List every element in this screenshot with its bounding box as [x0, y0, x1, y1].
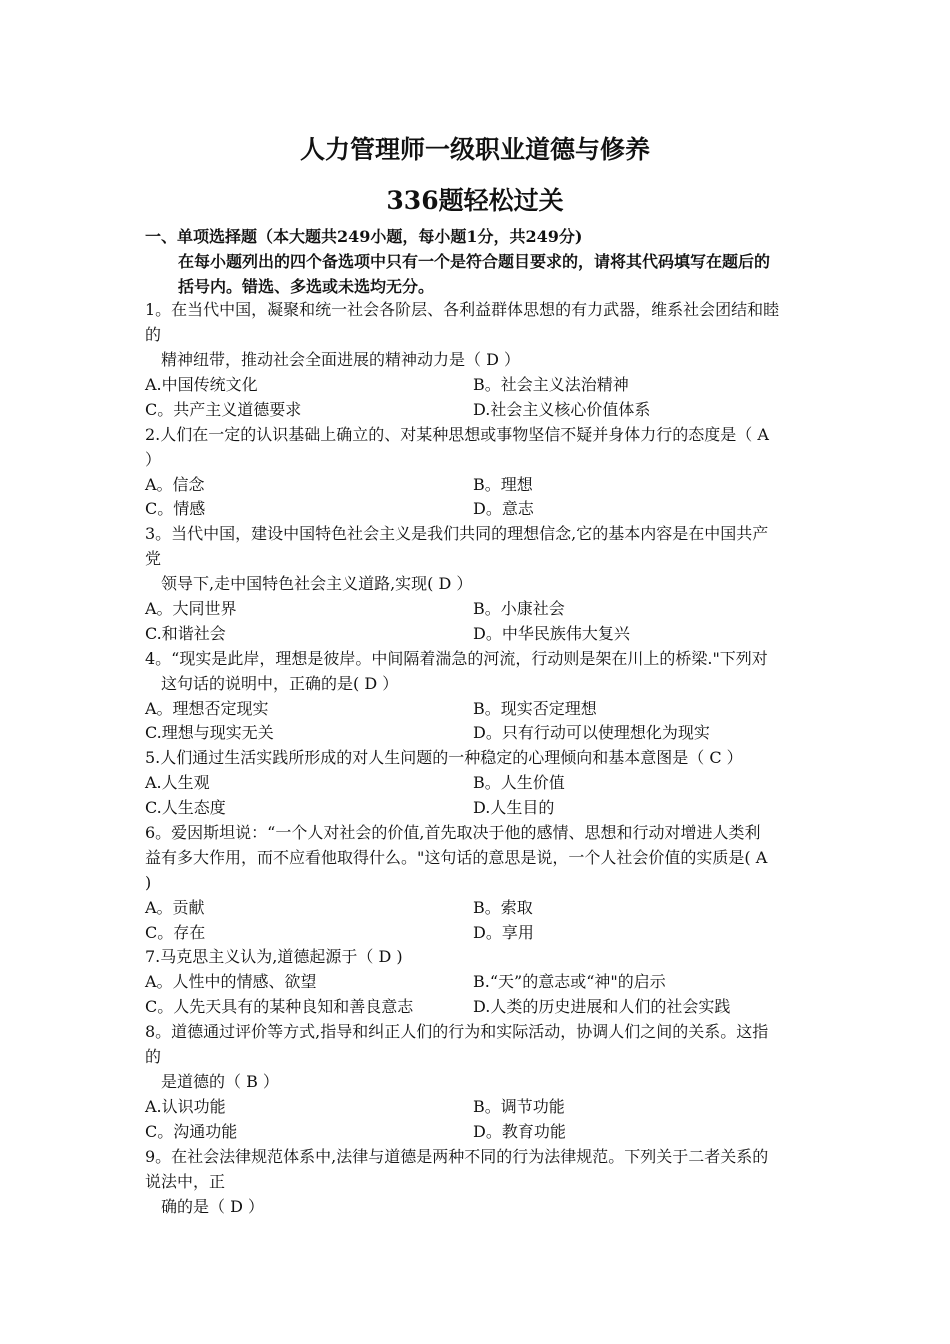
option-d: D。教育功能	[473, 1122, 566, 1141]
option-c: C。情感	[145, 499, 206, 518]
option-a: A.人生观	[145, 773, 210, 792]
option-a: A。人性中的情感、欲望	[145, 972, 317, 991]
document-title: 人力管理师一级职业道德与修养	[299, 135, 650, 164]
option-a: A.中国传统文化	[145, 375, 258, 394]
question-text: 3。当代中国，建设中国特色社会主义是我们共同的理想信念,它的基本内容是在中国共产	[145, 524, 769, 543]
question-text: 说法中，正	[145, 1172, 226, 1191]
question-text: 确的是（ D ）	[161, 1197, 265, 1216]
option-c: C。沟通功能	[145, 1122, 238, 1141]
question-text: 精神纽带，推动社会全面进展的精神动力是（ D ）	[161, 350, 521, 369]
option-b: B。人生价值	[473, 773, 565, 792]
question-text: 8。道德通过评价等方式,指导和纠正人们的行为和实际活动，协调人们之间的关系。这指	[145, 1022, 769, 1041]
question-text: ）	[145, 450, 162, 469]
option-d: D.人生目的	[473, 798, 555, 817]
question-text: 5.人们通过生活实践所形成的对人生问题的一种稳定的心理倾向和基本意图是（ C ）	[145, 748, 743, 767]
question-text: 1。在当代中国，凝聚和统一社会各阶层、各利益群体思想的有力武器，维系社会团结和睦	[145, 300, 780, 319]
option-c: C。存在	[145, 923, 206, 942]
option-b: B.“天”的意志或“神"的启示	[473, 972, 666, 991]
question-text: 7.马克思主义认为,道德起源于（ D )	[145, 947, 403, 966]
question-text: 党	[145, 549, 162, 568]
option-d: D。中华民族伟大复兴	[473, 624, 630, 643]
section-heading: 一、单项选择题（本大题共249小题，每小题1分，共249分)	[145, 227, 583, 246]
option-c: C。人先天具有的某种良知和善良意志	[145, 997, 414, 1016]
question-text: 是道德的（ B ）	[161, 1072, 279, 1091]
option-c: C.人生态度	[145, 798, 226, 817]
option-d: D.社会主义核心价值体系	[473, 400, 651, 419]
option-c: C。共产主义道德要求	[145, 400, 302, 419]
question-text: 6。爱因斯坦说：“一个人对社会的价值,首先取决于他的感情、思想和行动对增进人类利	[145, 823, 761, 842]
question-text: 4。“现实是此岸，理想是彼岸。中间隔着湍急的河流，行动则是架在川上的桥梁."下列对	[145, 649, 768, 668]
document-subtitle: 336题轻松过关	[386, 186, 564, 215]
option-d: D。享用	[473, 923, 534, 942]
option-c: C.理想与现实无关	[145, 723, 274, 742]
option-b: B。社会主义法治精神	[473, 375, 629, 394]
option-a: A。贡献	[145, 898, 205, 917]
instruction-line: 在每小题列出的四个备选项中只有一个是符合题目要求的，请将其代码填写在题后的	[178, 252, 771, 271]
question-text: 领导下,走中国特色社会主义道路,实现( D ）	[161, 574, 473, 593]
question-text: 9。在社会法律规范体系中,法律与道德是两种不同的行为法律规范。下列关于二者关系的	[145, 1147, 769, 1166]
question-text: 益有多大作用，而不应看他取得什么。"这句话的意思是说，一个人社会价值的实质是( A	[145, 848, 768, 867]
option-d: D。只有行动可以使理想化为现实	[473, 723, 710, 742]
question-text: 的	[145, 1047, 162, 1066]
option-d: D.人类的历史进展和人们的社会实践	[473, 997, 731, 1016]
question-text: )	[145, 873, 152, 892]
option-b: B。小康社会	[473, 599, 565, 618]
option-b: B。理想	[473, 475, 533, 494]
option-a: A。大同世界	[145, 599, 237, 618]
option-a: A。理想否定现实	[145, 699, 269, 718]
question-text: 这句话的说明中，正确的是( D ）	[161, 674, 399, 693]
question-text: 的	[145, 325, 162, 344]
instruction-line: 括号内。错选、多选或未选均无分。	[178, 277, 435, 296]
option-a: A.认识功能	[145, 1097, 226, 1116]
option-b: B。索取	[473, 898, 533, 917]
option-b: B。现实否定理想	[473, 699, 597, 718]
option-d: D。意志	[473, 499, 534, 518]
option-c: C.和谐社会	[145, 624, 226, 643]
question-text: 2.人们在一定的认识基础上确立的、对某种思想或事物坚信不疑并身体力行的态度是（ A	[145, 425, 769, 444]
option-b: B。调节功能	[473, 1097, 565, 1116]
option-a: A。信念	[145, 475, 205, 494]
